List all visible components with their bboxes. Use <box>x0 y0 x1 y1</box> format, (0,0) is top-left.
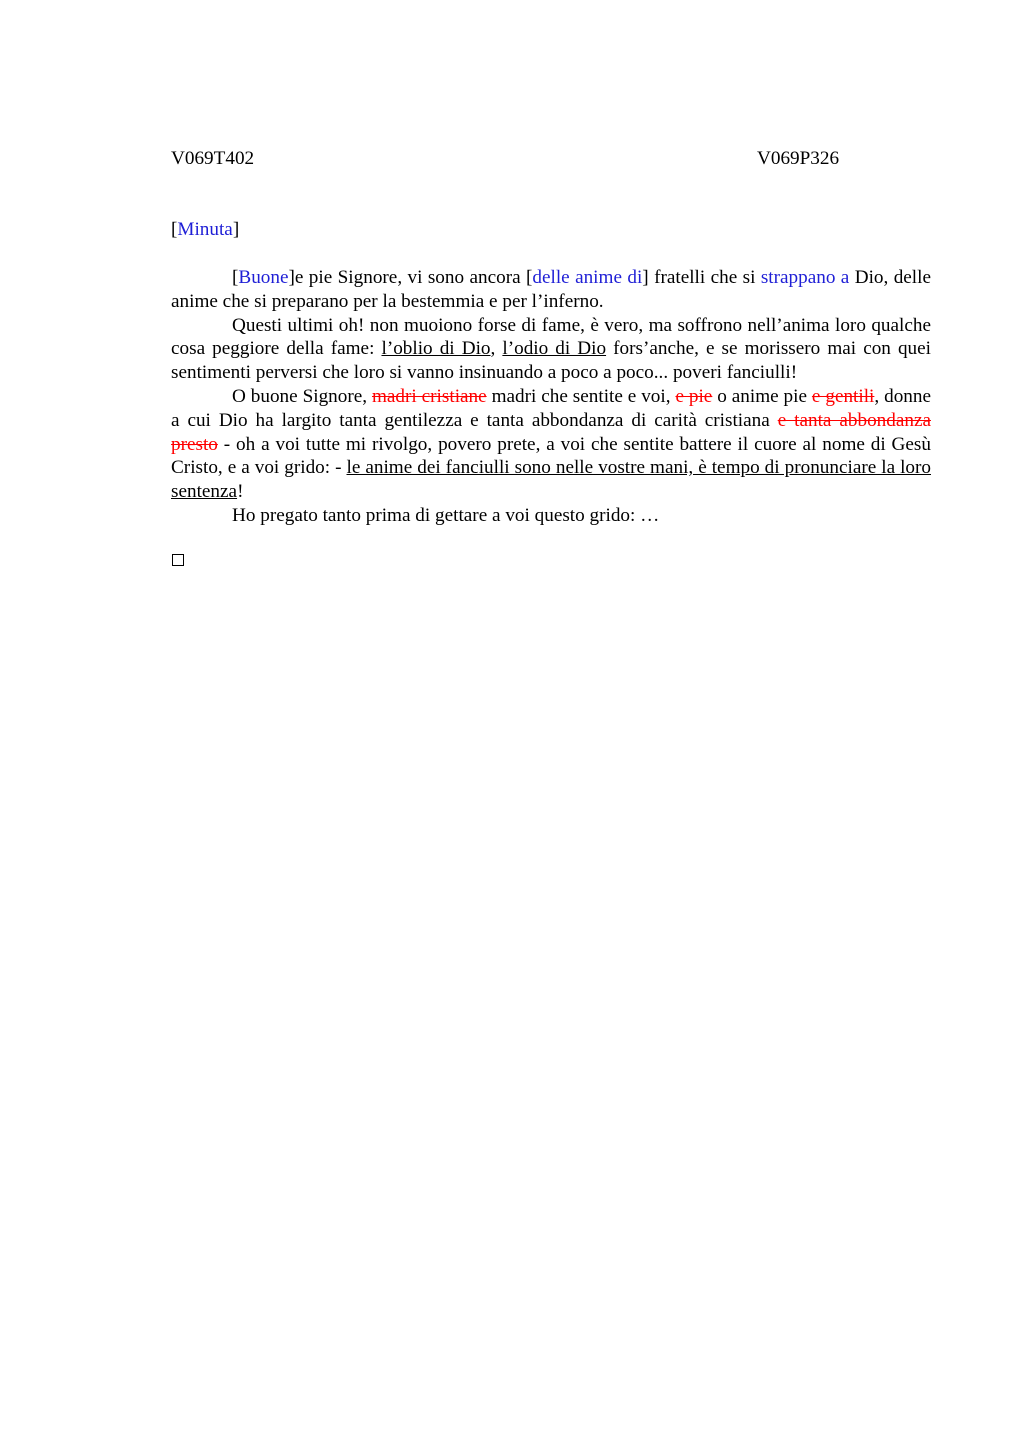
label-text: Minuta <box>177 219 233 240</box>
p3-deleted-text: madri cristiane <box>371 385 487 407</box>
p1-segment: ]e pie Signore, vi sono ancora [ <box>288 267 533 288</box>
p1-segment: ] fratelli che si <box>642 267 761 288</box>
p3-segment: ! <box>237 481 244 503</box>
document-code-left: V069T402 <box>171 148 255 169</box>
paragraph-2 <box>171 314 931 385</box>
p3-segment: , donne a cui Dio ha largito tanta gentilezza e tanta abbondanza di carità cristiana <box>171 385 931 431</box>
p3-segment: O buone Signore, <box>232 385 372 407</box>
p1-editorial-insertion: Buone <box>238 267 289 288</box>
empty-square-icon <box>172 554 184 566</box>
document-label <box>171 218 239 242</box>
p3-segment: madri che sentite e voi, <box>486 385 676 407</box>
paragraph-3 <box>171 385 931 504</box>
p2-underlined-phrase: l’oblio di Dio <box>381 338 491 360</box>
p3-segment: - oh a voi tutte mi rivolgo, povero prete, a voi che sentite battere il cuore al nome di Gesù Cristo, e a voi grido: - <box>171 433 931 479</box>
p4-segment: Ho pregato tanto prima di gettare a voi questo grido: … <box>232 504 660 526</box>
document-body <box>171 266 931 528</box>
p3-underlined-phrase: le anime dei fanciulli sono nelle vostre mani, è tempo di pronunciare la loro sentenza <box>171 457 931 503</box>
p3-deleted-text: e gentili <box>811 385 875 407</box>
label-bracket-close: ] <box>232 219 240 240</box>
p3-deleted-text: e pie <box>675 385 713 407</box>
label-bracket-open: [ <box>171 219 178 240</box>
p1-segment: Dio, delle anime che si preparano per la bestemmia e per l’inferno. <box>171 267 931 312</box>
paragraph-4 <box>171 504 931 528</box>
document-code-right: V069P326 <box>757 148 840 169</box>
paragraph-1 <box>171 266 931 314</box>
p2-segment: , <box>490 338 503 360</box>
p1-editorial-insertion: delle anime di <box>532 267 643 288</box>
p2-segment: fors’anche, e se morissero mai con quei sentimenti perversi che loro si vanno insinuando a poco a poco... poveri fanciulli! <box>171 338 932 384</box>
p1-editorial-insertion: strappano a <box>760 267 850 288</box>
p3-deleted-text: e tanta abbondanza presto <box>171 409 931 455</box>
p2-underlined-phrase: l’odio di Dio <box>502 338 607 360</box>
p3-segment: o anime pie <box>712 385 812 407</box>
p2-segment: Questi ultimi oh! non muoiono forse di fame, è vero, ma soffrono nell’anima loro qualche cosa peggiore della fame: <box>171 314 931 360</box>
p1-segment: [ <box>232 267 239 288</box>
